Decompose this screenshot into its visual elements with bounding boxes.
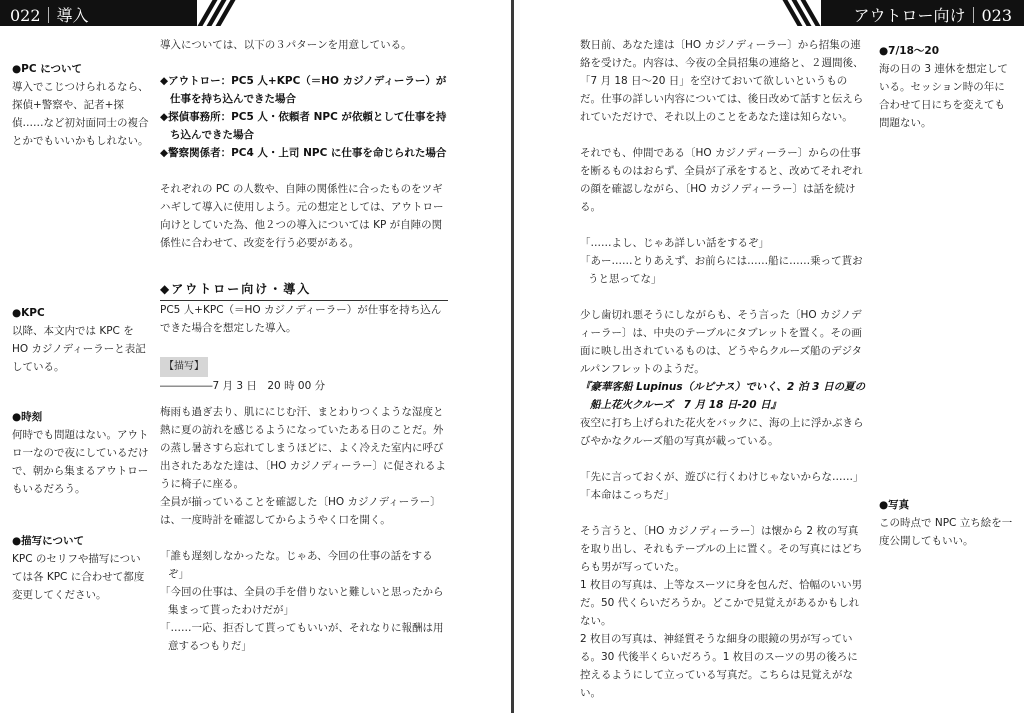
paragraph: 2 枚目の写真は、神経質そうな細身の眼鏡の男が写っている。30 代後半くらいだろう。1 枚目のスーツの男の後ろに控えるようにして立っている写真だ。こちらは見覚えがない。 <box>580 633 858 699</box>
pattern-item: ◆警察関係者：PC4 人・上司 NPC に仕事を命じられた場合 <box>160 147 447 159</box>
brochure-title: 『豪華客船 Lupinus（ルピナス）でいく、2 泊 3 日の夏の船上花火クルーズ 7 月 18 日-20 日』 <box>580 381 866 411</box>
dialogue-line: 「誰も遅刻しなかったな。じゃあ、今回の仕事の話をするぞ」 <box>160 550 433 580</box>
left-page <box>0 0 511 713</box>
dialogue-block <box>580 468 866 504</box>
side-note-dates: ●7/18〜20 海の日の 3 連休を想定している。セッション時の年に合わせて日にちを変えても問題ない。 <box>879 45 1008 129</box>
intro-text: 導入については、以下の３パターンを用意している。 <box>160 39 412 51</box>
right-page-header <box>788 0 1024 26</box>
left-main-text <box>160 36 448 655</box>
paragraph: 1 枚目の写真は、上等なスーツに身を包んだ、恰幅のいい男だ。50 代くらいだろうか。どこかで見覚えがあるかもしれない。 <box>580 579 863 627</box>
description-tag: 【描写】 <box>160 357 208 377</box>
pattern-item: ◆探偵事務所：PC5 人・依頼者 NPC が依頼として仕事を持ち込んできた場合 <box>160 111 447 141</box>
side-note-photo: ●写真 この時点で NPC 立ち絵を一度公開してもいい。 <box>879 499 1013 547</box>
paragraph: そう言うと、〔HO カジノディーラー〕は懐から 2 枚の写真を取り出し、それもテーブルの上に置く。その写真にはどちらも男が写っていた。 <box>580 525 863 573</box>
paragraph: 少し歯切れ悪そうにしながらも、そう言った〔HO カジノディーラー〕は、中央のテーブルにタブレットを置く。その画面に映し出されているものは、どうやらクルーズ船のデジタルパンフレットのようだ。 <box>580 309 863 375</box>
left-page-header <box>0 0 230 26</box>
right-main-text <box>580 36 866 702</box>
paragraph: 数日前、あなた達は〔HO カジノディーラー〕から招集の連絡を受けた。内容は、今夜の全員招集の連絡と、２週間後、「7 月 18 日〜20 日」を空けておいて欲しいというものだ。仕事の詳しい内容については、後日改めて話すと伝えられていただけで、それ以上のことをあなた達は知らない。 <box>580 39 864 123</box>
dialogue-line: 「あー……とりあえず、お前らには……船に……乗って貰おうと思ってな」 <box>580 255 863 285</box>
paragraph: それでも、仲間である〔HO カジノディーラー〕からの仕事を断るものはおらず、全員が了承をすると、改めてそれぞれの顔を確認しながら、〔HO カジノディーラー〕は話を続ける。 <box>580 147 863 213</box>
right-page-number-title: アウトロー向け｜023 <box>853 6 1012 25</box>
dialogue-line: 「本命はこっちだ」 <box>580 489 675 501</box>
dialogue-block <box>580 234 866 288</box>
dialogue-line: 「先に言っておくが、遊びに行くわけじゃないからな……」 <box>580 471 864 483</box>
pattern-item: ◆アウトロー：PC5 人+KPC（＝HO カジノディーラー）が仕事を持ち込んできた場合 <box>160 75 447 105</box>
pattern-list <box>160 72 448 162</box>
section-heading: ◆アウトロー向け・導入 <box>160 280 448 301</box>
paragraph: 全員が揃っていることを確認した〔HO カジノディーラー〕は、一度時計を確認してからようやく口を開く。 <box>160 496 441 526</box>
time-line: ―――――7 月 3 日 20 時 00 分 <box>160 380 326 392</box>
dialogue-block <box>160 547 448 655</box>
side-note-kpc: ●KPC 以降、本文内では KPC を HO カジノディーラーと表記している。 <box>12 307 146 373</box>
left-sidebar <box>12 40 150 700</box>
dialogue-line: 「今回の仕事は、全員の手を借りないと難しいと思ったから集まって貰ったわけだが」 <box>160 586 444 616</box>
left-page-number-title: 022｜導入 <box>10 6 89 25</box>
section-description: PC5 人+KPC（＝HO カジノディーラー）が仕事を持ち込んできた場合を想定した導入。 <box>160 304 442 334</box>
side-note-time: ●時刻 何時でも問題はない。アウトロ一なので夜にしているだけで、朝から集まるアウトローもいるだろう。 <box>12 411 149 495</box>
paragraph: 梅雨も過ぎ去り、肌ににじむ汗、まとわりつくような湿度と熱に夏の訪れを感じるようになっていたある日のことだ。外の蒸し暑さすら忘れてしまうほどに、よく冷えた室内に呼び出されたあなた達は、〔HO カジノディーラー〕に促されるように椅子に座る。 <box>160 406 446 490</box>
side-note-pc: ●PC について 導入でこじつけられるなら、探偵+警察や、記者+探偵……など初対面同士の複合とかでもいいかもしれない。 <box>12 63 149 147</box>
side-note-description: ●描写について KPC のセリフや描写については各 KPC に合わせて都度変更してください。 <box>12 535 145 601</box>
paragraph: それぞれの PC の人数や、自陣の関係性に合ったものをツギハギして導入に使用しよう。元の想定としては、アウトロー向けとしていた為、他２つの導入については KP が自陣の関係性に合わせて、改変を行う必要がある。 <box>160 183 444 249</box>
dialogue-line: 「……一応、拒否して貰ってもいいが、それなりに報酬は用意するつもりだ」 <box>160 622 444 652</box>
right-page <box>514 0 1024 713</box>
dialogue-line: 「……よし、じゃあ詳しい話をするぞ」 <box>580 237 769 249</box>
paragraph: 夜空に打ち上げられた花火をバックに、海の上に浮かぶきらびやかなクルーズ船の写真が載っている。 <box>580 417 864 447</box>
right-sidebar <box>879 40 1015 700</box>
